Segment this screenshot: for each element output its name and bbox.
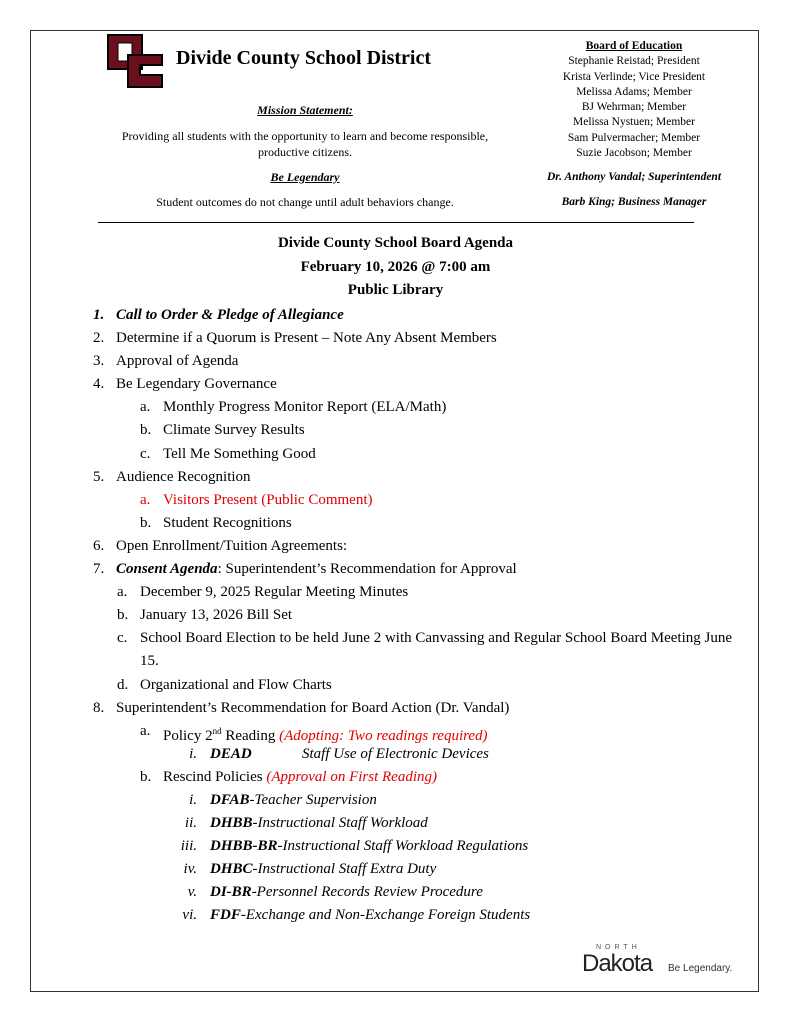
sub-item [0,581,791,604]
item-text: Approval of Agenda [116,353,239,370]
item-text: Be Legendary Governance [116,376,277,393]
sub-letter: b. [117,607,129,624]
board-member: Suzie Jacobson; Member [576,147,692,160]
policy-text: -Exchange and Non-Exchange Foreign Students [240,907,531,924]
item-number: 1. [93,307,105,323]
dc-logo [106,33,164,89]
sub-letter: c. [117,630,128,647]
policy-text: -Personnel Records Review Procedure [251,884,483,901]
sub-text: Monthly Progress Monitor Report (ELA/Math) [163,399,447,416]
sub-item [0,396,791,419]
item-text: : Superintendent’s Recommendation for Approval [217,561,517,578]
item-number: 4. [93,376,105,393]
sub-text: Reading [221,727,280,744]
policy-text: -Instructional Staff Workload Regulations [277,838,529,855]
policy-text: -Instructional Staff Workload [252,815,428,832]
policy-code: DHBB [210,815,253,832]
sub-letter: b. [140,422,152,439]
sub-item [0,512,791,535]
sub-text: Organizational and Flow Charts [140,676,332,693]
sub-text: School Board Election to be held June 2 with Canvassing and Regular School Board Meeting June 15. [140,630,732,670]
policy-text: Staff Use of Electronic Devices [302,745,489,762]
board-member: Sam Pulvermacher; Member [567,131,701,144]
agenda-date: February 10, 2026 @ 7:00 am [300,259,491,275]
sub-letter: a. [117,584,128,601]
agenda-item [0,558,791,581]
board-member: Stephanie Reistad; President [568,55,700,68]
agenda-item [0,350,791,373]
policy-item [0,812,791,835]
sub-letter: a. [140,491,151,508]
logo-north: NORTH [596,944,641,951]
policy-text: -Instructional Staff Extra Duty [252,861,437,878]
sub-letter: b. [140,514,152,531]
policy-code: DI-BR [210,884,252,901]
sub-text: Rescind Policies [163,768,267,785]
superscript: nd [212,725,222,736]
district-name: Divide County School District [176,47,431,69]
item-number: 6. [93,537,105,554]
logo-tagline: Be Legendary. [668,963,733,974]
legendary-title: Be Legendary [270,170,340,184]
sub-item [0,674,791,697]
item-number: 8. [93,699,105,716]
sub-text: January 13, 2026 Bill Set [140,607,293,624]
sub-item [0,604,791,627]
sub-letter: c. [140,445,151,462]
agenda-item [0,373,791,396]
board-member: Melissa Nystuen; Member [572,116,695,129]
roman-numeral: i. [189,791,197,808]
roman-numeral: vi. [182,907,197,924]
sub-letter: b. [140,768,152,785]
item-number: 3. [93,353,105,370]
board-member: Krista Verlinde; Vice President [562,70,706,83]
policy-item [0,835,791,858]
agenda-item [0,466,791,489]
note: (Approval on First Reading) [266,768,437,785]
business-manager: Barb King; Business Manager [561,195,707,208]
header-divider [98,222,694,223]
agenda-item [0,535,791,558]
policy-code: DEAD [210,745,252,762]
consent-label: Consent Agenda [116,561,218,578]
agenda-item [0,304,791,327]
sub-text: Climate Survey Results [163,422,305,439]
mission-title: Mission Statement: [257,103,353,117]
board-member: BJ Wehrman; Member [581,101,687,114]
sub-letter: a. [140,399,151,416]
board-member: Melissa Adams; Member [576,85,692,98]
policy-code: DFAB [210,791,250,808]
legendary-text: Student outcomes do not change until adult behaviors change. [156,195,454,209]
sub-text: December 9, 2025 Regular Meeting Minutes [140,584,409,601]
item-number: 7. [93,561,105,578]
sub-item [0,419,791,442]
sub-text: Visitors Present (Public Comment) [163,491,373,508]
sub-item [0,766,791,789]
board-title: Board of Education [585,40,683,52]
policy-code: FDF [210,907,241,924]
policy-item [0,881,791,904]
policy-code: DHBC [210,861,253,878]
agenda-title: Divide County School Board Agenda [277,235,514,251]
sub-letter: d. [117,676,129,693]
agenda-item [0,697,791,720]
item-text: Audience Recognition [116,468,251,485]
mission-text: Providing all students with the opportunity to learn and become responsible, productive citizens. [121,129,489,159]
roman-numeral: iv. [183,861,197,878]
sub-item [0,720,791,743]
item-text: Open Enrollment/Tuition Agreements: [116,537,348,554]
sub-text: Student Recognitions [163,514,292,531]
logo-dakota: Dakota [582,950,653,977]
item-text: Superintendent’s Recommendation for Board Action (Dr. Vandal) [116,699,510,716]
sub-item [0,443,791,466]
item-text: Determine if a Quorum is Present – Note Any Absent Members [116,330,497,347]
sub-text: Policy 2 [163,727,213,744]
board-list [520,39,748,210]
policy-item [0,743,791,766]
note: (Adopting: Two readings required) [279,727,488,744]
roman-numeral: v. [187,884,197,901]
item-number: 2. [93,330,105,347]
policy-text: -Teacher Supervision [249,791,377,808]
sub-item [0,627,791,673]
policy-item [0,858,791,881]
item-number: 5. [93,468,105,485]
agenda-location: Public Library [347,282,444,298]
sub-item [0,489,791,512]
sub-letter: a. [140,722,151,739]
agenda-list [0,304,791,928]
roman-numeral: i. [189,745,197,762]
item-text: Call to Order & Pledge of Allegiance [116,307,344,323]
policy-item [0,904,791,927]
north-dakota-logo [582,944,742,980]
policy-item [0,789,791,812]
roman-numeral: iii. [180,838,197,855]
sub-text: Tell Me Something Good [163,445,316,462]
roman-numeral: ii. [184,815,197,832]
policy-code: DHBB-BR [210,838,278,855]
agenda-item [0,327,791,350]
superintendent: Dr. Anthony Vandal; Superintendent [546,171,722,184]
